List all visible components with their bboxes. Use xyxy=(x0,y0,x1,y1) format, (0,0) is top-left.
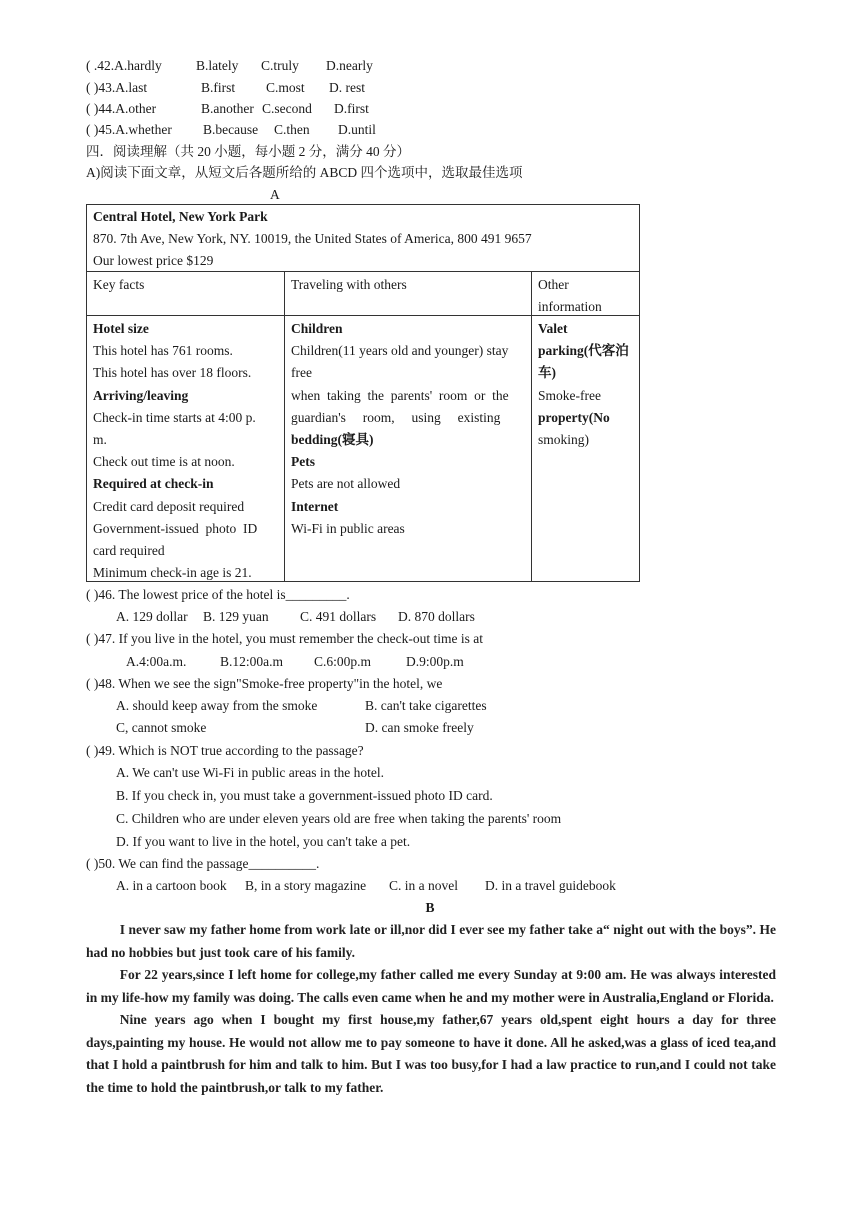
question-47: ( )47. If you live in the hotel, you must remember the check-out time is at xyxy=(86,631,484,646)
question-46: ( )46. The lowest price of the hotel is_________. xyxy=(86,587,350,602)
table-cell-line: bedding(寝具) xyxy=(291,432,374,448)
section-title: 四．阅读理解（共 20 小题，每小题 2 分，满分 40 分） xyxy=(86,144,410,159)
question-49: ( )49. Which is NOT true according to the passage? xyxy=(86,743,364,758)
table-cell-line: Pets are not allowed xyxy=(291,476,401,492)
option: B. can't take cigarettes xyxy=(365,698,487,713)
cloze-question-43: ( )43.A.last B.first C.most D. rest xyxy=(86,80,365,95)
column-header-information: information xyxy=(538,299,602,314)
column-header-traveling: Traveling with others xyxy=(291,277,407,292)
passage-b-paragraph: I never saw my father home from work late or ill,nor did I ever see my father take a“ night out with the boys”. He had no hobbies but just took care of his family. xyxy=(86,922,776,960)
table-cell-line: Check-in time starts at 4:00 p. xyxy=(93,409,256,425)
option: D. in a travel guidebook xyxy=(485,878,616,893)
table-cell-line: Minimum check-in age is 21. xyxy=(93,565,252,581)
passage-b xyxy=(86,919,776,1099)
option: B. If you check in, you must take a government-issued photo ID card. xyxy=(116,788,493,803)
hotel-info-table xyxy=(86,204,640,582)
table-cell-line: free xyxy=(291,365,312,381)
key-facts-body xyxy=(93,318,281,584)
cloze-question-45: ( )45.A.whether B.because C.then D.until xyxy=(86,122,376,137)
table-cell-line: Credit card deposit required xyxy=(93,498,245,514)
section-instruction: A)阅读下面文章，从短文后各题所给的 ABCD 四个选项中，选取最佳选项 xyxy=(86,165,523,180)
table-cell-line: m. xyxy=(93,432,107,448)
option: D. If you want to live in the hotel, you can't take a pet. xyxy=(116,834,411,849)
question-48: ( )48. When we see the sign"Smoke-free property"in the hotel, we xyxy=(86,676,443,691)
option: A. We can't use Wi-Fi in public areas in the hotel. xyxy=(116,765,384,780)
column-header-other: Other xyxy=(538,277,569,292)
column-traveling-with-others xyxy=(285,271,532,581)
table-cell-line: property(No xyxy=(538,409,610,425)
table-cell-line: Hotel size xyxy=(93,321,149,336)
option: D. 870 dollars xyxy=(398,609,475,624)
table-cell-line: This hotel has over 18 floors. xyxy=(93,365,252,381)
passage-b-paragraph: For 22 years,since I left home for college,my father called me every Sunday at 9:00 am. He was always interested in my life-how my family was doing. The calls even came when he and my mother were in Australia,England or Florida. xyxy=(86,967,776,1005)
table-cell-line: Wi-Fi in public areas xyxy=(291,520,405,536)
passage-b-label: B xyxy=(425,900,435,915)
column-other-information xyxy=(532,271,639,581)
hotel-address: 870. 7th Ave, New York, NY. 10019, the United States of America, 800 491 9657 xyxy=(93,231,532,246)
option: A. should keep away from the smoke xyxy=(116,698,318,713)
table-cell-line: Check out time is at noon. xyxy=(93,454,235,470)
option: C. Children who are under eleven years old are free when taking the parents' room xyxy=(116,811,562,826)
table-cell-line: Required at check-in xyxy=(93,476,214,492)
option: D. can smoke freely xyxy=(365,720,474,735)
table-cell-line: Internet xyxy=(291,498,339,514)
option: A.4:00a.m. xyxy=(126,654,187,669)
hotel-price: Our lowest price $129 xyxy=(93,253,214,268)
option: C.6:00p.m xyxy=(314,654,372,669)
cloze-question-44: ( )44.A.other B.another C.second D.first xyxy=(86,101,369,116)
option: C. in a novel xyxy=(389,878,458,893)
option: C. 491 dollars xyxy=(300,609,377,624)
table-cell-line: 车) xyxy=(538,365,556,381)
table-cell-line: when taking the parents' room or the xyxy=(291,387,509,403)
table-cell-line: Smoke-free xyxy=(538,387,601,403)
column-header-key-facts: Key facts xyxy=(93,277,145,292)
table-cell-line: This hotel has 761 rooms. xyxy=(93,343,233,359)
passage-a-label: A xyxy=(270,187,280,202)
option: B. 129 yuan xyxy=(203,609,269,624)
option: C, cannot smoke xyxy=(116,720,207,735)
table-cell-line: guardian's room, using existing xyxy=(291,409,501,425)
table-cell-line: smoking) xyxy=(538,432,590,448)
option: D.9:00p.m xyxy=(406,654,464,669)
passage-b-paragraph: Nine years ago when I bought my first house,my father,67 years old,spent eight hours a day for three days,painting my house. He would not allow me to pay someone to have it done. All he asked,was a glass of iced tea,and that I hold a paintbrush for him and talk to him. But I was too busy,for I had a law practice to run,and I could not take the time to hold the paintbrush,or talk to my father. xyxy=(86,1012,776,1095)
cloze-question-42: ( .42.A.hardly B.lately C.truly D.nearly xyxy=(86,58,373,73)
table-cell-line: Children(11 years old and younger) stay xyxy=(291,343,509,359)
option: B, in a story magazine xyxy=(245,878,367,893)
table-cell-line: Valet xyxy=(538,321,568,336)
hotel-name: Central Hotel, New York Park xyxy=(93,209,268,224)
hotel-header xyxy=(87,205,639,272)
option: B.12:00a.m xyxy=(220,654,283,669)
table-cell-line: card required xyxy=(93,543,165,559)
traveling-body xyxy=(291,318,525,540)
option: A. in a cartoon book xyxy=(116,878,227,893)
question-50: ( )50. We can find the passage__________. xyxy=(86,856,320,871)
table-cell-line: parking(代客泊 xyxy=(538,343,629,359)
option: A. 129 dollar xyxy=(116,609,188,624)
table-cell-line: Arriving/leaving xyxy=(93,387,189,403)
column-key-facts xyxy=(87,271,285,581)
other-info-body xyxy=(538,318,636,451)
table-cell-line: Children xyxy=(291,321,343,336)
table-cell-line: Pets xyxy=(291,454,315,470)
table-cell-line: Government-issued photo ID xyxy=(93,520,258,536)
